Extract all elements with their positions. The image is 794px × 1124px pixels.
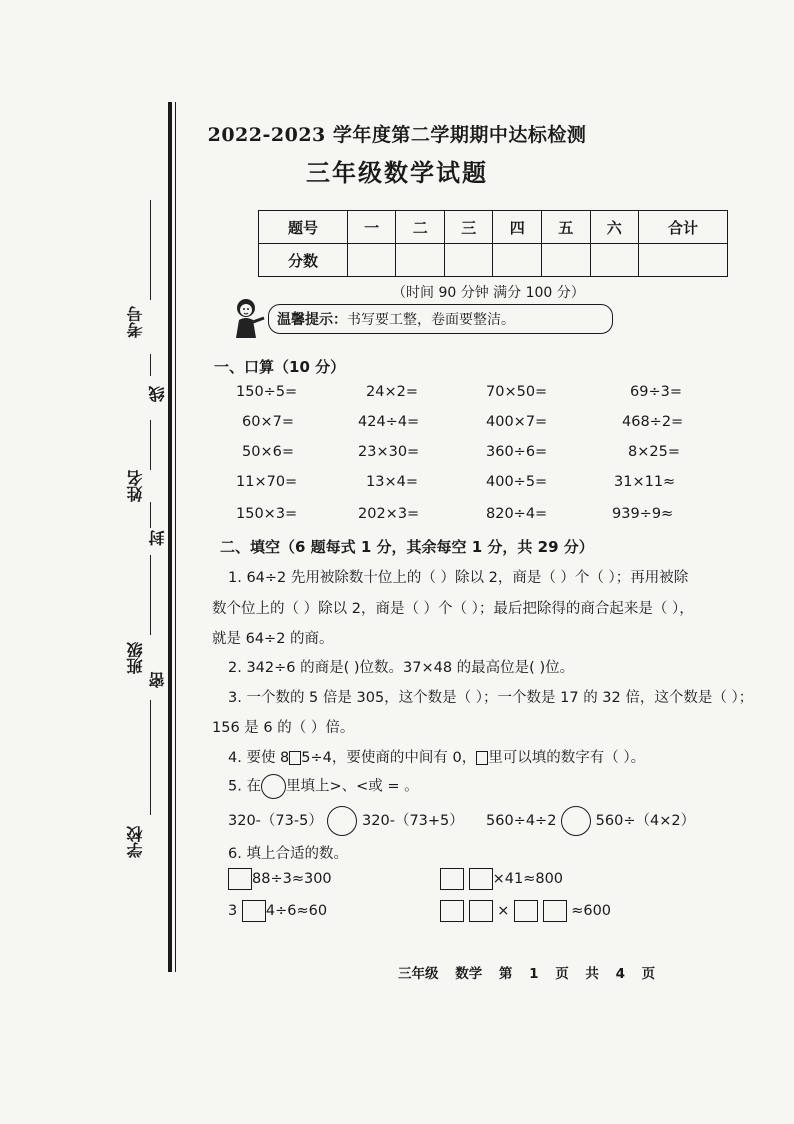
q6-a-text: 88÷3≈300 bbox=[252, 871, 332, 887]
q4-part-b: 5÷4，要使商的中间有 0， bbox=[301, 750, 477, 766]
binding-mi: 密 bbox=[148, 672, 167, 688]
binding-dash-1 bbox=[150, 354, 151, 376]
oral-item: 60×7= bbox=[242, 414, 294, 430]
q3-line2: 156 是 6 的（ ）倍。 bbox=[212, 720, 355, 736]
page-footer: 三年级 数学 第 1 页 共 4 页 bbox=[398, 966, 656, 982]
q5-right-a: 560÷4÷2 bbox=[486, 813, 557, 829]
score-cell[interactable] bbox=[541, 244, 590, 277]
score-cell[interactable] bbox=[347, 244, 396, 277]
q4-text bbox=[228, 746, 645, 767]
oral-item: 202×3= bbox=[358, 506, 420, 522]
q1-line3: 就是 64÷2 的商。 bbox=[212, 631, 334, 647]
q5-left-b: 320-（73+5） bbox=[362, 813, 464, 829]
oral-item: 400×7= bbox=[486, 414, 548, 430]
q6-box[interactable] bbox=[440, 900, 464, 922]
q6-box[interactable] bbox=[543, 900, 567, 922]
q4-part-c: 里可以填的数字有（ ）。 bbox=[488, 750, 646, 766]
score-row-label: 分数 bbox=[259, 244, 348, 277]
q6-c-pre: 3 bbox=[228, 903, 238, 919]
score-cell[interactable] bbox=[639, 244, 728, 277]
score-header-cell: 六 bbox=[590, 211, 639, 244]
q4-digit-box[interactable] bbox=[289, 751, 301, 765]
q6-box[interactable] bbox=[440, 868, 464, 890]
q5-part-a: 5. 在 bbox=[228, 778, 261, 795]
oral-item: 360÷6= bbox=[486, 444, 548, 460]
q5-compare-right bbox=[486, 806, 695, 836]
q1-line2: 数个位上的（ ）除以 2，商是（ ）个（ ）；最后把除得的商合起来是（ ）， bbox=[212, 601, 694, 617]
score-header-cell: 二 bbox=[396, 211, 445, 244]
score-header-cell: 题号 bbox=[259, 211, 348, 244]
q6-d-text: ≈600 bbox=[571, 903, 612, 919]
q6-item-b bbox=[440, 868, 563, 890]
teacher-mascot-icon bbox=[228, 296, 268, 340]
binding-feng: 封 bbox=[148, 530, 167, 546]
q3-line1: 3. 一个数的 5 倍是 305，这个数是（ ）；一个数是 17 的 32 倍，这个数是（ ）； bbox=[228, 690, 754, 706]
q5-left-a: 320-（73-5） bbox=[228, 813, 323, 829]
section2-title: 二、填空（6 题每式 1 分，其余每空 1 分，共 29 分） bbox=[220, 538, 594, 556]
score-cell[interactable] bbox=[396, 244, 445, 277]
oral-item: 8×25= bbox=[628, 444, 680, 460]
score-header-cell: 五 bbox=[541, 211, 590, 244]
oral-item: 23×30= bbox=[358, 444, 420, 460]
name-label: 姓名 bbox=[126, 470, 145, 502]
oral-item: 150÷5= bbox=[236, 384, 298, 400]
q6-item-c bbox=[228, 900, 327, 922]
time-note: （时间 90 分钟 满分 100 分） bbox=[392, 285, 585, 301]
oral-item: 939÷9≈ bbox=[612, 506, 674, 522]
school-label: 学校 bbox=[126, 826, 145, 858]
school-blank[interactable] bbox=[150, 700, 151, 815]
q6-box[interactable] bbox=[469, 900, 493, 922]
class-blank[interactable] bbox=[150, 555, 151, 635]
oral-item: 31×11≈ bbox=[614, 474, 676, 490]
score-cell[interactable] bbox=[590, 244, 639, 277]
class-label: 班级 bbox=[126, 642, 145, 674]
q6-b-text: ×41≈800 bbox=[492, 871, 564, 887]
binding-xian: 线 bbox=[148, 386, 167, 402]
exam-subtitle: 三年级数学试题 bbox=[306, 158, 488, 187]
q6-item-a bbox=[228, 868, 332, 890]
oral-item: 13×4= bbox=[366, 474, 418, 490]
score-table-score-row bbox=[259, 244, 728, 277]
oral-item: 11×70= bbox=[236, 474, 298, 490]
oral-item: 70×50= bbox=[486, 384, 548, 400]
score-table-header-row bbox=[259, 211, 728, 244]
q5-text bbox=[228, 774, 419, 799]
oral-item: 50×6= bbox=[242, 444, 294, 460]
score-table bbox=[258, 210, 728, 277]
q6-box[interactable] bbox=[242, 900, 266, 922]
oral-item: 400÷5= bbox=[486, 474, 548, 490]
q5-compare-circle-2[interactable] bbox=[561, 806, 591, 836]
q6-item-d bbox=[440, 900, 611, 922]
tip-text: 书写要工整，卷面要整洁。 bbox=[347, 312, 515, 328]
q5-right-b: 560÷（4×2） bbox=[595, 813, 696, 829]
score-header-cell: 合计 bbox=[639, 211, 728, 244]
q5-part-b: 里填上>、<或 = 。 bbox=[285, 778, 419, 795]
binding-dash-2 bbox=[150, 502, 151, 528]
q5-compare-left bbox=[228, 806, 464, 836]
q6-c-text: 4÷6≈60 bbox=[265, 903, 328, 919]
q5-compare-circle-1[interactable] bbox=[327, 806, 357, 836]
q6-title: 6. 填上合适的数。 bbox=[228, 846, 348, 862]
oral-item: 424÷4= bbox=[358, 414, 420, 430]
exam-no-blank[interactable] bbox=[150, 200, 151, 300]
q2-text: 2. 342÷6 的商是( )位数。37×48 的最高位是( )位。 bbox=[228, 660, 575, 676]
name-blank[interactable] bbox=[150, 420, 151, 470]
oral-item: 820÷4= bbox=[486, 506, 548, 522]
score-cell[interactable] bbox=[493, 244, 542, 277]
binding-line-thin bbox=[175, 102, 176, 972]
section1-title: 一、口算（10 分） bbox=[214, 358, 346, 376]
q6-d-mid: × bbox=[497, 903, 510, 919]
q6-box[interactable] bbox=[228, 868, 252, 890]
tip-box bbox=[268, 304, 613, 334]
score-header-cell: 四 bbox=[493, 211, 542, 244]
q6-box[interactable] bbox=[469, 868, 493, 890]
q1-line1: 1. 64÷2 先用被除数十位上的（ ）除以 2，商是（ ）个（ ）；再用被除 bbox=[228, 570, 689, 586]
q6-box[interactable] bbox=[514, 900, 538, 922]
score-header-cell: 一 bbox=[347, 211, 396, 244]
oral-item: 150×3= bbox=[236, 506, 298, 522]
tip-label: 温馨提示： bbox=[277, 312, 347, 328]
oral-item: 69÷3= bbox=[630, 384, 682, 400]
oral-item: 24×2= bbox=[366, 384, 418, 400]
q4-digit-box-ref bbox=[476, 751, 488, 765]
q5-circle-ref bbox=[261, 774, 286, 799]
score-header-cell: 三 bbox=[444, 211, 493, 244]
score-cell[interactable] bbox=[444, 244, 493, 277]
q4-part-a: 4. 要使 8 bbox=[228, 750, 290, 766]
exam-title: 2022-2023 学年度第二学期期中达标检测 bbox=[207, 124, 587, 146]
exam-no-label: 考号 bbox=[126, 306, 145, 338]
oral-item: 468÷2= bbox=[622, 414, 684, 430]
